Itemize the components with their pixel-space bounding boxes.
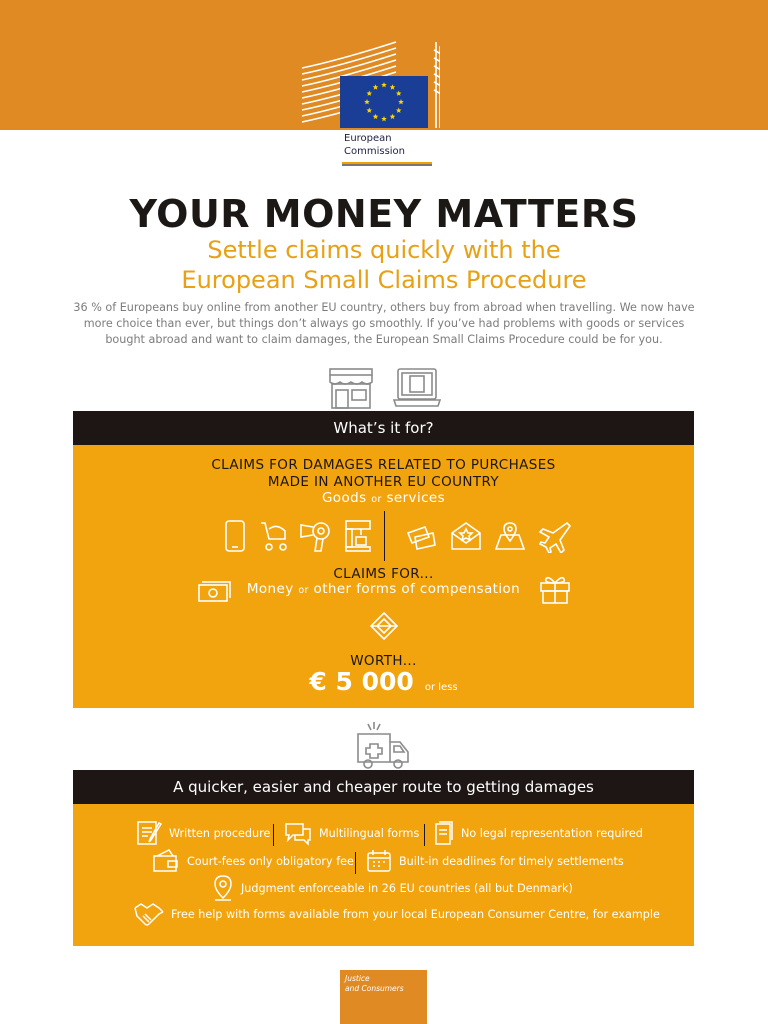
eu-star — [381, 82, 387, 87]
feature-no-legal — [433, 820, 643, 846]
shop-icon — [326, 366, 376, 410]
eu-star — [398, 99, 404, 104]
logo-text — [344, 132, 405, 158]
eu-star — [366, 91, 372, 96]
eu-stars — [340, 76, 428, 128]
location-pin-icon — [211, 874, 235, 902]
feature-written — [135, 820, 270, 846]
feature-free-help-label: Free help with forms available from your local European Consumer Centre, for example — [171, 907, 660, 921]
feature-no-legal-label: No legal representation required — [461, 826, 643, 840]
claims-heading — [73, 457, 694, 491]
feature-multilingual-label: Multilingual forms — [319, 826, 420, 840]
diamond-icon — [369, 611, 399, 641]
gift-icon — [538, 573, 572, 605]
or-label-2: or — [298, 585, 309, 596]
feature-written-label: Written procedure — [169, 826, 271, 840]
ambulance-icon — [354, 722, 412, 772]
goods-services-divider — [384, 511, 385, 561]
eu-star — [396, 108, 402, 113]
feature-divider-2 — [424, 824, 425, 846]
hairdryer-icon — [299, 519, 333, 553]
services-label: services — [386, 490, 446, 506]
document-icon — [433, 820, 455, 846]
tickets-icon — [405, 519, 439, 553]
page-subtitle — [0, 235, 768, 295]
eu-star — [364, 99, 370, 104]
eu-star — [373, 84, 379, 89]
subtitle-line2: European Small Claims Procedure — [181, 266, 587, 294]
claims-for-heading: CLAIMS FOR... — [333, 566, 434, 582]
feature-judgment — [211, 874, 573, 902]
section-what-panel — [73, 445, 694, 708]
stroller-icon — [257, 519, 289, 553]
worth-amount: € 5 000 — [309, 667, 414, 696]
eu-flag-icon — [340, 76, 428, 128]
feature-free-help — [133, 900, 660, 928]
claims-line2: MADE IN ANOTHER EU COUNTRY — [267, 474, 500, 490]
claims-line1: CLAIMS FOR DAMAGES RELATED TO PURCHASES — [211, 457, 556, 473]
goods-label: Goods — [321, 490, 367, 506]
footer-line1: Justice — [345, 974, 370, 983]
money-or-compensation — [73, 581, 694, 597]
compensation-label: other forms of compensation — [313, 581, 521, 597]
goods-icons — [223, 519, 373, 553]
page-title: YOUR MONEY MATTERS — [129, 192, 639, 236]
eu-star — [390, 114, 396, 119]
section-what-heading: What’s it for? — [73, 411, 694, 445]
money-label: Money — [246, 581, 294, 597]
feature-deadlines — [365, 848, 624, 874]
eu-star — [381, 116, 387, 121]
goods-or-services — [73, 490, 694, 506]
logo-org-line1: European — [344, 133, 392, 144]
calendar-icon — [365, 848, 393, 874]
subtitle-line1: Settle claims quickly with the — [207, 236, 561, 264]
airplane-icon — [537, 519, 571, 553]
eu-star — [366, 108, 372, 113]
section-route-heading: A quicker, easier and cheaper route to getting damages — [73, 770, 694, 804]
worth-amount-row — [73, 667, 694, 696]
smartphone-icon — [223, 519, 247, 553]
logo-org-line2: Commission — [344, 146, 406, 157]
feature-court-fees-label: Court-fees only obligatory fee — [187, 854, 354, 868]
worth-heading: WORTH... — [350, 653, 417, 669]
services-icons — [405, 519, 571, 553]
wallet-icon — [151, 848, 181, 874]
handshake-icon — [133, 900, 165, 928]
eu-star — [396, 91, 402, 96]
footer-line2: and Consumers — [345, 984, 404, 993]
speech-bubbles-icon — [283, 820, 313, 846]
feature-multilingual — [283, 820, 419, 846]
intro-paragraph: 36 % of Europeans buy online from another EU country, others buy from abroad when travelling. We now have more choice than ever, but things don’t always go smoothly. If you’ve had problems with goods or services bought abroad and want to claim damages, the European Small Claims Procedure could be for you. — [73, 301, 695, 346]
feature-divider-3 — [355, 852, 356, 874]
feature-divider-1 — [273, 824, 274, 846]
laptop-icon — [392, 366, 442, 410]
mail-star-icon — [449, 519, 483, 553]
section-route-panel — [73, 804, 694, 946]
justice-consumers-badge — [340, 970, 427, 1024]
map-pin-icon — [493, 519, 527, 553]
eu-star — [373, 114, 379, 119]
european-commission-logo — [300, 38, 440, 168]
logo-rule — [342, 162, 432, 166]
feature-court-fees — [151, 848, 354, 874]
coffee-machine-icon — [343, 519, 373, 553]
or-less-label: or less — [424, 682, 458, 693]
feature-judgment-label: Judgment enforceable in 26 EU countries (all but Denmark) — [241, 881, 573, 895]
or-label: or — [371, 494, 382, 505]
eu-star — [390, 84, 396, 89]
feature-deadlines-label: Built-in deadlines for timely settlements — [399, 854, 624, 868]
written-document-icon — [135, 820, 163, 846]
